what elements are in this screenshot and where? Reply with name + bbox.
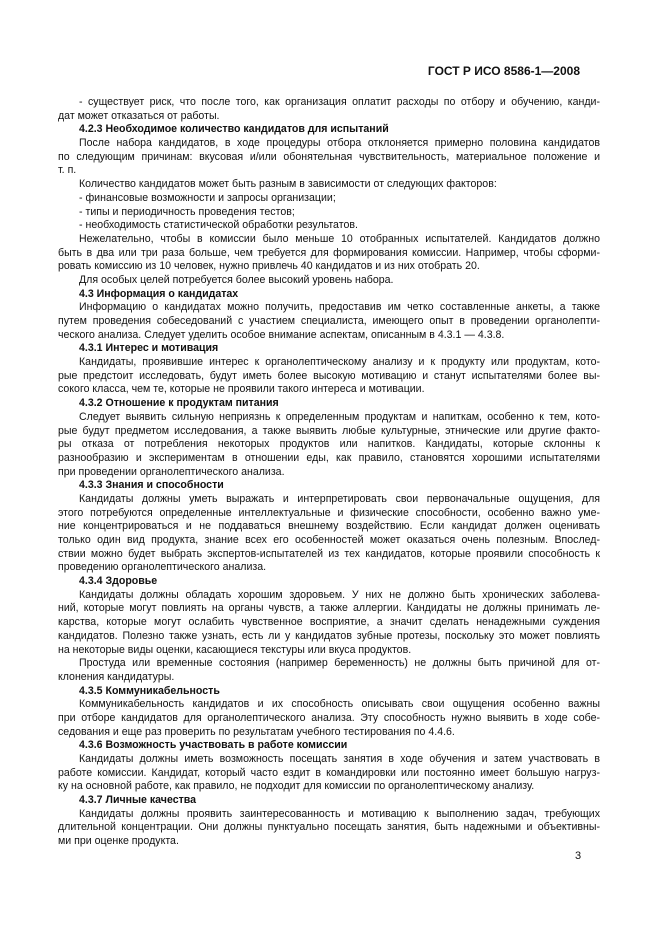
- heading-text: 4.2.3 Необходимое количество кандидатов для испытаний: [79, 123, 389, 136]
- text-line: проведению органолептического анализа.: [58, 561, 267, 574]
- heading-text: 4.3 Информация о кандидатах: [79, 287, 239, 300]
- heading-text: 4.3.6 Возможность участвовать в работе комиссии: [79, 739, 348, 752]
- text-line: на некоторые виды оценки, касающиеся текстуры или вкуса продуктов.: [58, 643, 412, 656]
- text-line: дат может отказаться от работы.: [58, 109, 220, 122]
- text-line: работе комиссии. Кандидат, который часто ездит в командировки или постоянно имеет большую нагруз-: [58, 766, 600, 779]
- text-line: ку на основной работе, как правило, не подходит для комиссии по органолептическому анализу.: [58, 780, 535, 793]
- text-line: ры отказа от потребления некоторых продуктов или напитков. Кандидаты, которые склонны к: [58, 438, 600, 451]
- paragraph: [58, 137, 600, 178]
- text-line: Информацию о кандидатах можно получить, предоставив им четко составленные анкеты, а также: [79, 301, 600, 314]
- text-line: Для особых целей потребуется более высокий уровень набора.: [79, 273, 394, 286]
- section-heading: [58, 288, 600, 302]
- heading-text: 4.3.4 Здоровье: [79, 575, 158, 588]
- text-line: Нежелательно, чтобы в комиссии было меньше 10 отобранных испытателей. Кандидатов должно: [79, 232, 600, 245]
- paragraph: [58, 753, 600, 794]
- text-line: рые предстоит исследовать, будут иметь более высокую мотивацию и станут испытателями более вы-: [58, 369, 600, 382]
- heading-text: 4.3.5 Коммуникабельность: [79, 684, 220, 697]
- paragraph: [58, 178, 600, 192]
- text-line: Кандидаты должны иметь возможность посещать занятия в ходе обучения и затем участвовать в: [79, 753, 600, 765]
- section-heading: [58, 123, 600, 137]
- text-line: Кандидаты должны обладать хорошим здоровьем. У них не должно быть хронических заболева-: [79, 588, 600, 601]
- document-body: [58, 96, 600, 849]
- paragraph: [58, 493, 600, 575]
- heading-text: 4.3.3 Знания и способности: [79, 479, 224, 492]
- text-line: Количество кандидатов может быть разным в зависимости от следующих факторов:: [79, 178, 497, 191]
- section-heading: [58, 685, 600, 699]
- text-line: путем проведения собеседований с участием специалиста, имеющего опыт в проведении органолепти-: [58, 315, 600, 327]
- paragraph: [58, 192, 600, 206]
- paragraph: [58, 808, 600, 849]
- text-line: Простуда или временные состояния (например беременность) не должны быть причиной для от-: [79, 657, 600, 670]
- text-line: После набора кандидатов, в ходе процедуры отбора отклоняется примерно половина кандидатов: [79, 137, 600, 150]
- heading-text: 4.3.7 Личные качества: [79, 794, 197, 807]
- text-line: ствии можно будет выбрать экспертов-испытателей из тех кандидатов, которые проявили способность к: [58, 547, 600, 560]
- paragraph: [58, 274, 600, 288]
- text-line: Кандидаты должны проявить заинтересованность и мотивацию к выполнению задач, требующих: [79, 807, 600, 820]
- text-line: кандидатов. Полезно также узнать, есть ли у кандидатов зубные протезы, поскольку это может повлиять: [58, 629, 600, 642]
- text-line: Кандидаты должны уметь выражать и интерпретировать свои первоначальные ощущения, для: [79, 492, 600, 505]
- text-line: клонения кандидатуры.: [58, 670, 175, 683]
- text-line: - типы и периодичность проведения тестов;: [79, 205, 295, 218]
- paragraph: [58, 589, 600, 657]
- section-heading: [58, 575, 600, 589]
- paragraph: [58, 233, 600, 274]
- text-line: длительной концентрации. Они должны пунктуально посещать занятия, быть надежными и объективны-: [58, 821, 600, 834]
- text-line: Коммуникабельность кандидатов и их способность описывать свои ощущения особенно важны: [79, 698, 600, 711]
- text-line: при отборе кандидатов для органолептического анализа. Эту способность нужно выявить в ходе собе-: [58, 711, 600, 724]
- text-line: - финансовые возможности и запросы организации;: [79, 191, 336, 204]
- heading-text: 4.3.2 Отношение к продуктам питания: [79, 397, 279, 410]
- text-line: - необходимость статистической обработки результатов.: [79, 219, 358, 232]
- text-line: седования и еще раз проверить по результатам учебного тестирования по 4.4.6.: [58, 725, 455, 738]
- paragraph: [58, 657, 600, 684]
- section-heading: [58, 479, 600, 493]
- text-line: ние концентрироваться и не поддаваться внешнему воздействию. Если кандидат должен оценивать: [58, 520, 600, 533]
- paragraph: [58, 96, 600, 123]
- text-line: Следует выявить сильную неприязнь к определенным продуктам и напиткам, особенно к тем, кото-: [79, 410, 600, 423]
- paragraph: [58, 698, 600, 739]
- text-line: только один вид продукта, знание всех его особенностей может оказаться очень полезным. Впослед-: [58, 534, 600, 546]
- paragraph: [58, 411, 600, 479]
- section-heading: [58, 397, 600, 411]
- text-line: при проведении органолептического анализа.: [58, 465, 285, 478]
- paragraph: [58, 206, 600, 220]
- text-line: Кандидаты, проявившие интерес к органолептическому анализу и к продукту или продуктам, кото-: [79, 356, 600, 369]
- text-line: рые будут предметом исследования, а также выявить любые культурные, этнические или другие факто-: [58, 424, 600, 437]
- text-line: - существует риск, что после того, как организация оплатит расходы по отбору и обучению, канди-: [79, 96, 600, 108]
- text-line: быть в два или три раза больше, чем требуется для формирования комиссии. Например, чтобы сформи-: [58, 246, 600, 259]
- text-line: ний, которые могут повлиять на органы чувств, а также аллергии. Кандидаты не должны принимать ле-: [58, 602, 600, 615]
- page-number: 3: [575, 850, 582, 862]
- text-line: по следующим причинам: вкусовая и/или обонятельная чувствительность, материальное положение и: [58, 150, 600, 163]
- heading-text: 4.3.1 Интерес и мотивация: [79, 342, 219, 355]
- section-heading: [58, 739, 600, 753]
- text-line: т. п.: [58, 164, 77, 177]
- paragraph: [58, 356, 600, 397]
- text-line: ровать комиссию из 10 человек, нужно привлечь 40 кандидатов и из них отобрать 20.: [58, 260, 480, 273]
- paragraph: [58, 219, 600, 233]
- section-heading: [58, 342, 600, 356]
- text-line: карства, которые могут ослабить чувственное восприятие, а значит сделать ненадежными суждения: [58, 616, 600, 629]
- text-line: разнообразию и экспериментам в отношении еды, как правило, становятся хорошими испытателями: [58, 451, 600, 464]
- text-line: этого потребуются определенные интеллектуальные и физические способности, особенно важно уме-: [58, 506, 600, 519]
- text-line: ческого анализа. Следует уделить особое внимание аспектам, описанным в 4.3.1 — 4.3.8.: [58, 328, 505, 341]
- text-line: сокого класса, чем те, которые не проявили такого интереса и мотивации.: [58, 383, 425, 396]
- text-line: ми при оценке продукта.: [58, 835, 179, 848]
- section-heading: [58, 794, 600, 808]
- document-designation: ГОСТ Р ИСО 8586-1—2008: [427, 64, 580, 78]
- paragraph: [58, 301, 600, 342]
